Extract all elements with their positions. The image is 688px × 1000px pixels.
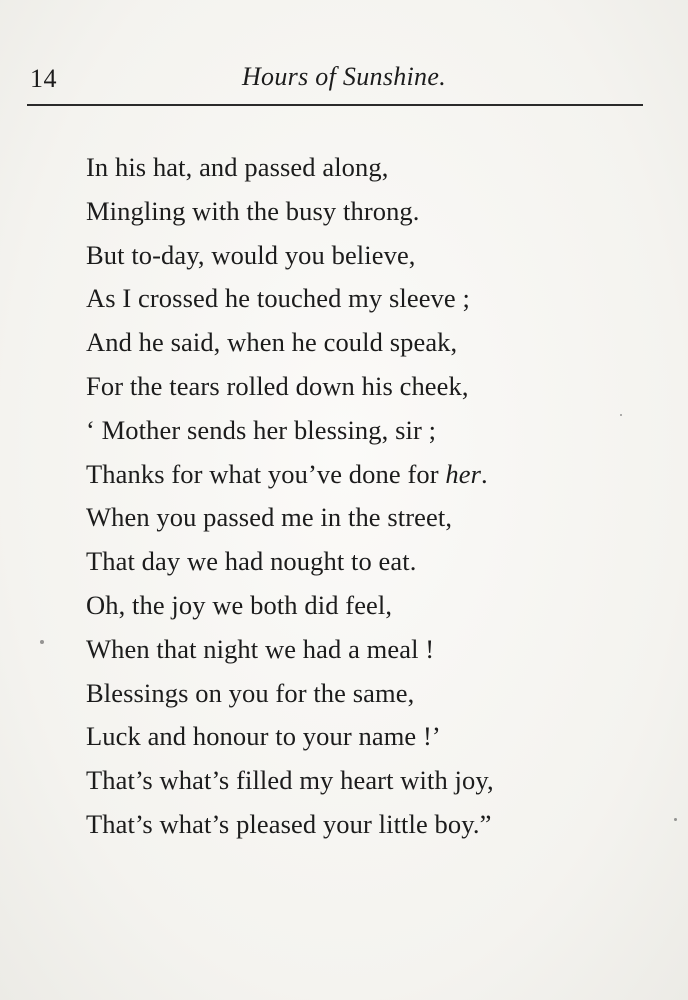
- poem-line: When you passed me in the street,: [86, 502, 453, 533]
- poem-line: ‘ Mother sends her blessing, sir ;: [86, 414, 437, 445]
- poem-line: Luck and honour to your name !’: [86, 721, 441, 752]
- poem-line: That day we had nought to eat.: [86, 546, 417, 577]
- poem-line: Oh, the joy we both did feel,: [86, 589, 393, 620]
- poem-line: For the tears rolled down his cheek,: [86, 370, 469, 401]
- poem-line: But to-day, would you believe,: [86, 239, 416, 270]
- poem-line: And he said, when he could speak,: [86, 327, 458, 358]
- paper-speck: [674, 818, 677, 821]
- page-number: 14: [30, 64, 57, 93]
- poem-line: That’s what’s pleased your little boy.”: [86, 808, 492, 839]
- poem-line: When that night we had a meal !: [86, 633, 435, 664]
- header-rule: [27, 104, 643, 106]
- paper-speck: [40, 640, 44, 644]
- poem-line: Mingling with the busy throng.: [86, 195, 420, 226]
- poem-line: In his hat, and passed along,: [86, 152, 389, 182]
- poem-line: Blessings on you for the same,: [86, 677, 415, 708]
- poem-body: [86, 146, 646, 847]
- running-title: Hours of Sunshine.: [241, 62, 447, 91]
- emphasis-her: her: [445, 458, 481, 489]
- poem-line: That’s what’s filled my heart with joy,: [86, 765, 494, 796]
- paper-speck: [620, 414, 622, 416]
- poem-line: Thanks for what you’ve done for her.: [86, 458, 488, 489]
- poem-line: As I crossed he touched my sleeve ;: [86, 283, 470, 314]
